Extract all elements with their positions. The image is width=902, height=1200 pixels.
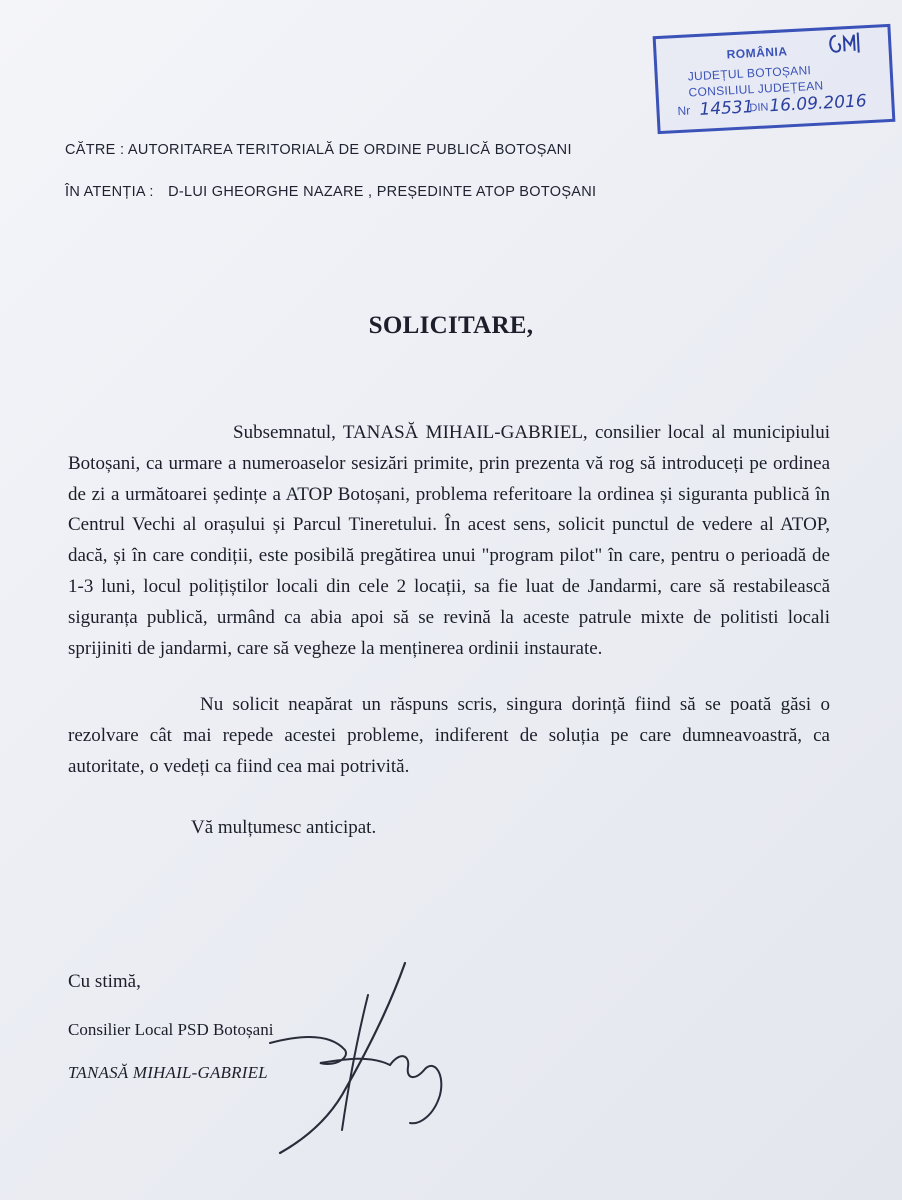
recipient-line <box>65 142 572 158</box>
stamp-county: JUDEȚUL BOTOȘANI <box>687 63 812 84</box>
stamp-nr-label: Nr <box>677 103 691 119</box>
signer-name: TANASĂ MIHAIL-GABRIEL <box>68 1063 268 1082</box>
registration-stamp <box>653 24 896 134</box>
letter-body <box>68 418 830 844</box>
attention-label: ÎN ATENȚIA : <box>65 184 154 200</box>
stamp-country: ROMÂNIA <box>726 44 788 62</box>
body-paragraph-3: Vă mulțumesc anticipat. <box>191 816 377 838</box>
stamp-date-value: 16.09.2016 <box>768 91 868 117</box>
stamp-din-label: DIN <box>749 101 769 115</box>
attention-value: D-LUI GHEORGHE NAZARE , PREȘEDINTE ATOP BOTOȘANI <box>168 184 597 200</box>
attention-line <box>65 184 596 200</box>
salutation: Cu stimă, <box>68 971 141 992</box>
stamp-nr-value: 14531 <box>698 97 755 120</box>
handwritten-signature <box>250 955 480 1165</box>
signer-role: Consilier Local PSD Botoșani <box>68 1020 274 1039</box>
stamp-registration-line <box>677 91 868 120</box>
stamp-initials <box>824 30 865 58</box>
body-paragraph-2: Nu solicit neapărat un răspuns scris, singura dorință fiind să se poată găsi o rezolvare cât mai repede acestei probleme, indiferent de soluția pe care dumneavoastră, ca autoritate, o vedeți ca fiind cea mai potrivită. <box>68 694 830 777</box>
document-title: SOLICITARE, <box>368 312 534 339</box>
body-paragraph-1: Subsemnatul, TANASĂ MIHAIL-GABRIEL, consilier local al municipiului Botoșani, ca urmare a numeroaselor sesizări primite, prin prezenta vă rog să introduceți pe ordinea de zi a următoarei ședințe a ATOP Botoșani, problema referitoare la ordinea și siguranta publică în Centrul Vechi al orașului și Parcul Tineretului. În acest sens, solicit punctul de vedere al ATOP, dacă, și în care condiții, este posibilă pregătirea unui "program pilot" în care, pentru o perioadă de 1-3 luni, locul polițiștilor locali din cele 2 locații, sa fie luat de Jandarmi, care să restabilească siguranța publică, urmând ca abia apoi să se revină la aceste patrule mixte de politisti locali sprijiniti de jandarmi, care să vegheze la menținerea ordinii instaurate. <box>68 422 830 659</box>
stamp-institution: CONSILIUL JUDEȚEAN <box>688 78 824 100</box>
recipient-label: CĂTRE : <box>65 142 125 158</box>
recipient-value: AUTORITAREA TERITORIALĂ DE ORDINE PUBLICĂ BOTOȘANI <box>127 142 572 158</box>
